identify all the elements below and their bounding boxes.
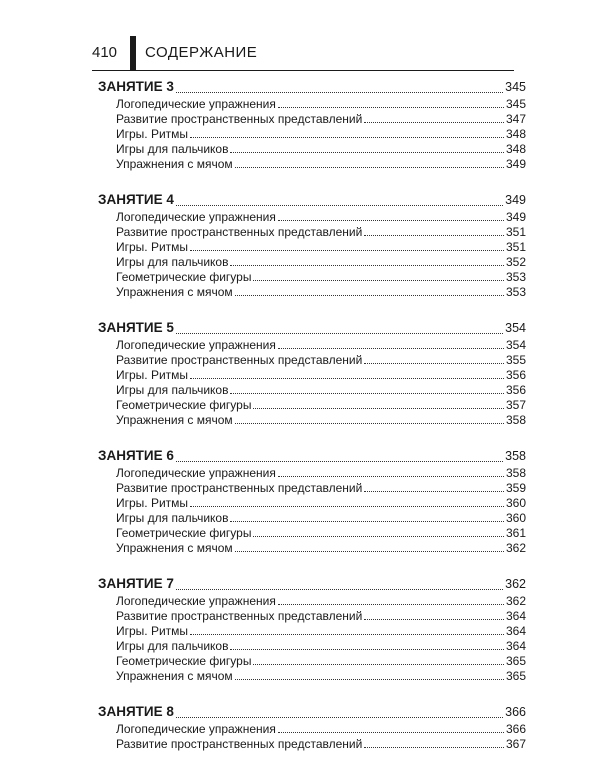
toc-item-page: 360	[505, 511, 526, 525]
dot-leader	[253, 280, 504, 281]
toc-item-title: Развитие пространственных представлений	[116, 481, 363, 495]
toc-chapter	[98, 76, 526, 97]
toc-item	[98, 413, 526, 428]
toc-item	[98, 270, 526, 285]
dot-leader	[235, 167, 504, 168]
toc-item-page: 359	[505, 481, 526, 495]
dot-leader	[253, 536, 504, 537]
toc-chapter-title: ЗАНЯТИЕ 6	[98, 448, 174, 463]
toc-item	[98, 496, 526, 511]
toc-item-title: Развитие пространственных представлений	[116, 225, 363, 239]
toc-item-title: Логопедические упражнения	[116, 722, 276, 736]
toc-chapter-page: 366	[505, 705, 526, 719]
dot-leader	[235, 423, 504, 424]
dot-leader	[278, 220, 504, 221]
toc-item-page: 351	[505, 225, 526, 239]
dot-leader	[278, 732, 504, 733]
toc-item-title: Игры. Ритмы	[116, 240, 189, 254]
toc-item-page: 362	[505, 541, 526, 555]
dot-leader	[230, 265, 503, 266]
dot-leader	[235, 551, 504, 552]
dot-leader	[364, 619, 504, 620]
dot-leader	[230, 521, 503, 522]
dot-leader	[230, 152, 503, 153]
dot-leader	[230, 393, 503, 394]
toc-item	[98, 210, 526, 225]
toc-chapter	[98, 573, 526, 594]
toc-item	[98, 353, 526, 368]
toc-item-title: Игры. Ритмы	[116, 368, 189, 382]
toc-item-title: Игры для пальчиков	[116, 383, 229, 397]
toc-chapter-title: ЗАНЯТИЕ 7	[98, 576, 174, 591]
toc-item-title: Упражнения с мячом	[116, 413, 233, 427]
toc-item-page: 351	[505, 240, 526, 254]
toc-item	[98, 240, 526, 255]
toc-item-page: 365	[505, 669, 526, 683]
toc-item-page: 354	[505, 338, 526, 352]
toc-item-page: 367	[505, 737, 526, 751]
toc-item-title: Игры для пальчиков	[116, 255, 229, 269]
toc-chapter	[98, 317, 526, 338]
toc-item-title: Игры для пальчиков	[116, 639, 229, 653]
dot-leader	[190, 137, 504, 138]
dot-leader	[364, 491, 504, 492]
toc-item-title: Упражнения с мячом	[116, 541, 233, 555]
toc-item	[98, 127, 526, 142]
toc-item-page: 361	[505, 526, 526, 540]
toc-item-title: Игры. Ритмы	[116, 496, 189, 510]
toc-chapter-page: 358	[505, 449, 526, 463]
toc-section	[98, 445, 526, 556]
toc-item	[98, 466, 526, 481]
toc-item-page: 349	[505, 157, 526, 171]
page-header	[0, 0, 600, 72]
toc-item-title: Логопедические упражнения	[116, 466, 276, 480]
toc-item-page: 360	[505, 496, 526, 510]
toc-item	[98, 624, 526, 639]
toc-item-page: 353	[505, 270, 526, 284]
dot-leader	[278, 107, 504, 108]
toc-item-title: Логопедические упражнения	[116, 594, 276, 608]
dot-leader	[278, 604, 504, 605]
dot-leader	[253, 664, 504, 665]
toc-item-title: Геометрические фигуры	[116, 654, 252, 668]
toc-item-page: 358	[505, 466, 526, 480]
dot-leader	[364, 122, 504, 123]
toc-item	[98, 285, 526, 300]
toc-item-title: Развитие пространственных представлений	[116, 609, 363, 623]
toc-chapter-page: 345	[505, 80, 526, 94]
toc-item-title: Логопедические упражнения	[116, 338, 276, 352]
toc-item-page: 356	[505, 368, 526, 382]
toc-chapter-page: 354	[505, 321, 526, 335]
toc-item	[98, 338, 526, 353]
toc-item-title: Игры для пальчиков	[116, 142, 229, 156]
toc-item	[98, 722, 526, 737]
toc-section	[98, 573, 526, 684]
dot-leader	[176, 717, 503, 718]
toc-item-page: 358	[505, 413, 526, 427]
toc-section	[98, 76, 526, 172]
toc-item	[98, 225, 526, 240]
header-title: СОДЕРЖАНИЕ	[145, 44, 258, 61]
dot-leader	[190, 634, 504, 635]
toc-item-page: 347	[505, 112, 526, 126]
toc-item-title: Развитие пространственных представлений	[116, 737, 363, 751]
dot-leader	[176, 92, 503, 93]
toc-item	[98, 609, 526, 624]
toc-chapter-title: ЗАНЯТИЕ 5	[98, 320, 174, 335]
dot-leader	[190, 378, 504, 379]
toc-item	[98, 255, 526, 270]
dot-leader	[253, 408, 504, 409]
toc-item-page: 364	[505, 624, 526, 638]
dot-leader	[364, 363, 504, 364]
toc-item-page: 356	[505, 383, 526, 397]
toc-item-page: 345	[505, 97, 526, 111]
toc-item-page: 355	[505, 353, 526, 367]
toc-item-title: Упражнения с мячом	[116, 669, 233, 683]
toc-item-page: 365	[505, 654, 526, 668]
toc-item-page: 357	[505, 398, 526, 412]
toc-item-page: 348	[505, 142, 526, 156]
toc-chapter-title: ЗАНЯТИЕ 8	[98, 704, 174, 719]
toc-item-title: Логопедические упражнения	[116, 210, 276, 224]
toc-item-page: 349	[505, 210, 526, 224]
toc-item	[98, 481, 526, 496]
toc-item-page: 364	[505, 639, 526, 653]
toc-item-title: Игры для пальчиков	[116, 511, 229, 525]
toc-item	[98, 142, 526, 157]
toc-chapter-title: ЗАНЯТИЕ 3	[98, 79, 174, 94]
toc-item	[98, 669, 526, 684]
toc-item-title: Развитие пространственных представлений	[116, 112, 363, 126]
toc-item	[98, 594, 526, 609]
toc-item-title: Упражнения с мячом	[116, 285, 233, 299]
toc-chapter	[98, 701, 526, 722]
toc-chapter-title: ЗАНЯТИЕ 4	[98, 192, 174, 207]
toc-section	[98, 317, 526, 428]
toc-item-page: 366	[505, 722, 526, 736]
toc-item-title: Упражнения с мячом	[116, 157, 233, 171]
dot-leader	[176, 205, 503, 206]
dot-leader	[230, 649, 503, 650]
toc-item-page: 348	[505, 127, 526, 141]
toc-chapter-page: 349	[505, 193, 526, 207]
dot-leader	[176, 589, 503, 590]
toc-item	[98, 97, 526, 112]
toc-item-page: 353	[505, 285, 526, 299]
dot-leader	[190, 506, 504, 507]
toc-item-page: 364	[505, 609, 526, 623]
toc-item-title: Развитие пространственных представлений	[116, 353, 363, 367]
dot-leader	[278, 476, 504, 477]
toc-item	[98, 511, 526, 526]
toc-chapter	[98, 445, 526, 466]
toc-item-title: Геометрические фигуры	[116, 398, 252, 412]
toc-item	[98, 398, 526, 413]
toc-item-title: Игры. Ритмы	[116, 127, 189, 141]
dot-leader	[176, 333, 503, 334]
toc-item	[98, 639, 526, 654]
toc-item	[98, 112, 526, 127]
toc-item-title: Игры. Ритмы	[116, 624, 189, 638]
toc-section	[98, 701, 526, 752]
toc-chapter	[98, 189, 526, 210]
dot-leader	[364, 747, 504, 748]
dot-leader	[364, 235, 504, 236]
page-number: 410	[92, 44, 118, 61]
header-rule	[92, 70, 514, 71]
toc-item	[98, 383, 526, 398]
toc-item	[98, 526, 526, 541]
toc-item-title: Логопедические упражнения	[116, 97, 276, 111]
toc-item	[98, 654, 526, 669]
toc-item-page: 352	[505, 255, 526, 269]
dot-leader	[190, 250, 504, 251]
toc-section	[98, 189, 526, 300]
toc-item	[98, 368, 526, 383]
table-of-contents	[98, 76, 526, 769]
dot-leader	[176, 461, 503, 462]
toc-chapter-page: 362	[505, 577, 526, 591]
toc-item	[98, 157, 526, 172]
toc-item-title: Геометрические фигуры	[116, 270, 252, 284]
dot-leader	[278, 348, 504, 349]
toc-item	[98, 541, 526, 556]
dot-leader	[235, 295, 504, 296]
toc-item-title: Геометрические фигуры	[116, 526, 252, 540]
dot-leader	[235, 679, 504, 680]
toc-item-page: 362	[505, 594, 526, 608]
header-divider-bar	[130, 36, 136, 70]
